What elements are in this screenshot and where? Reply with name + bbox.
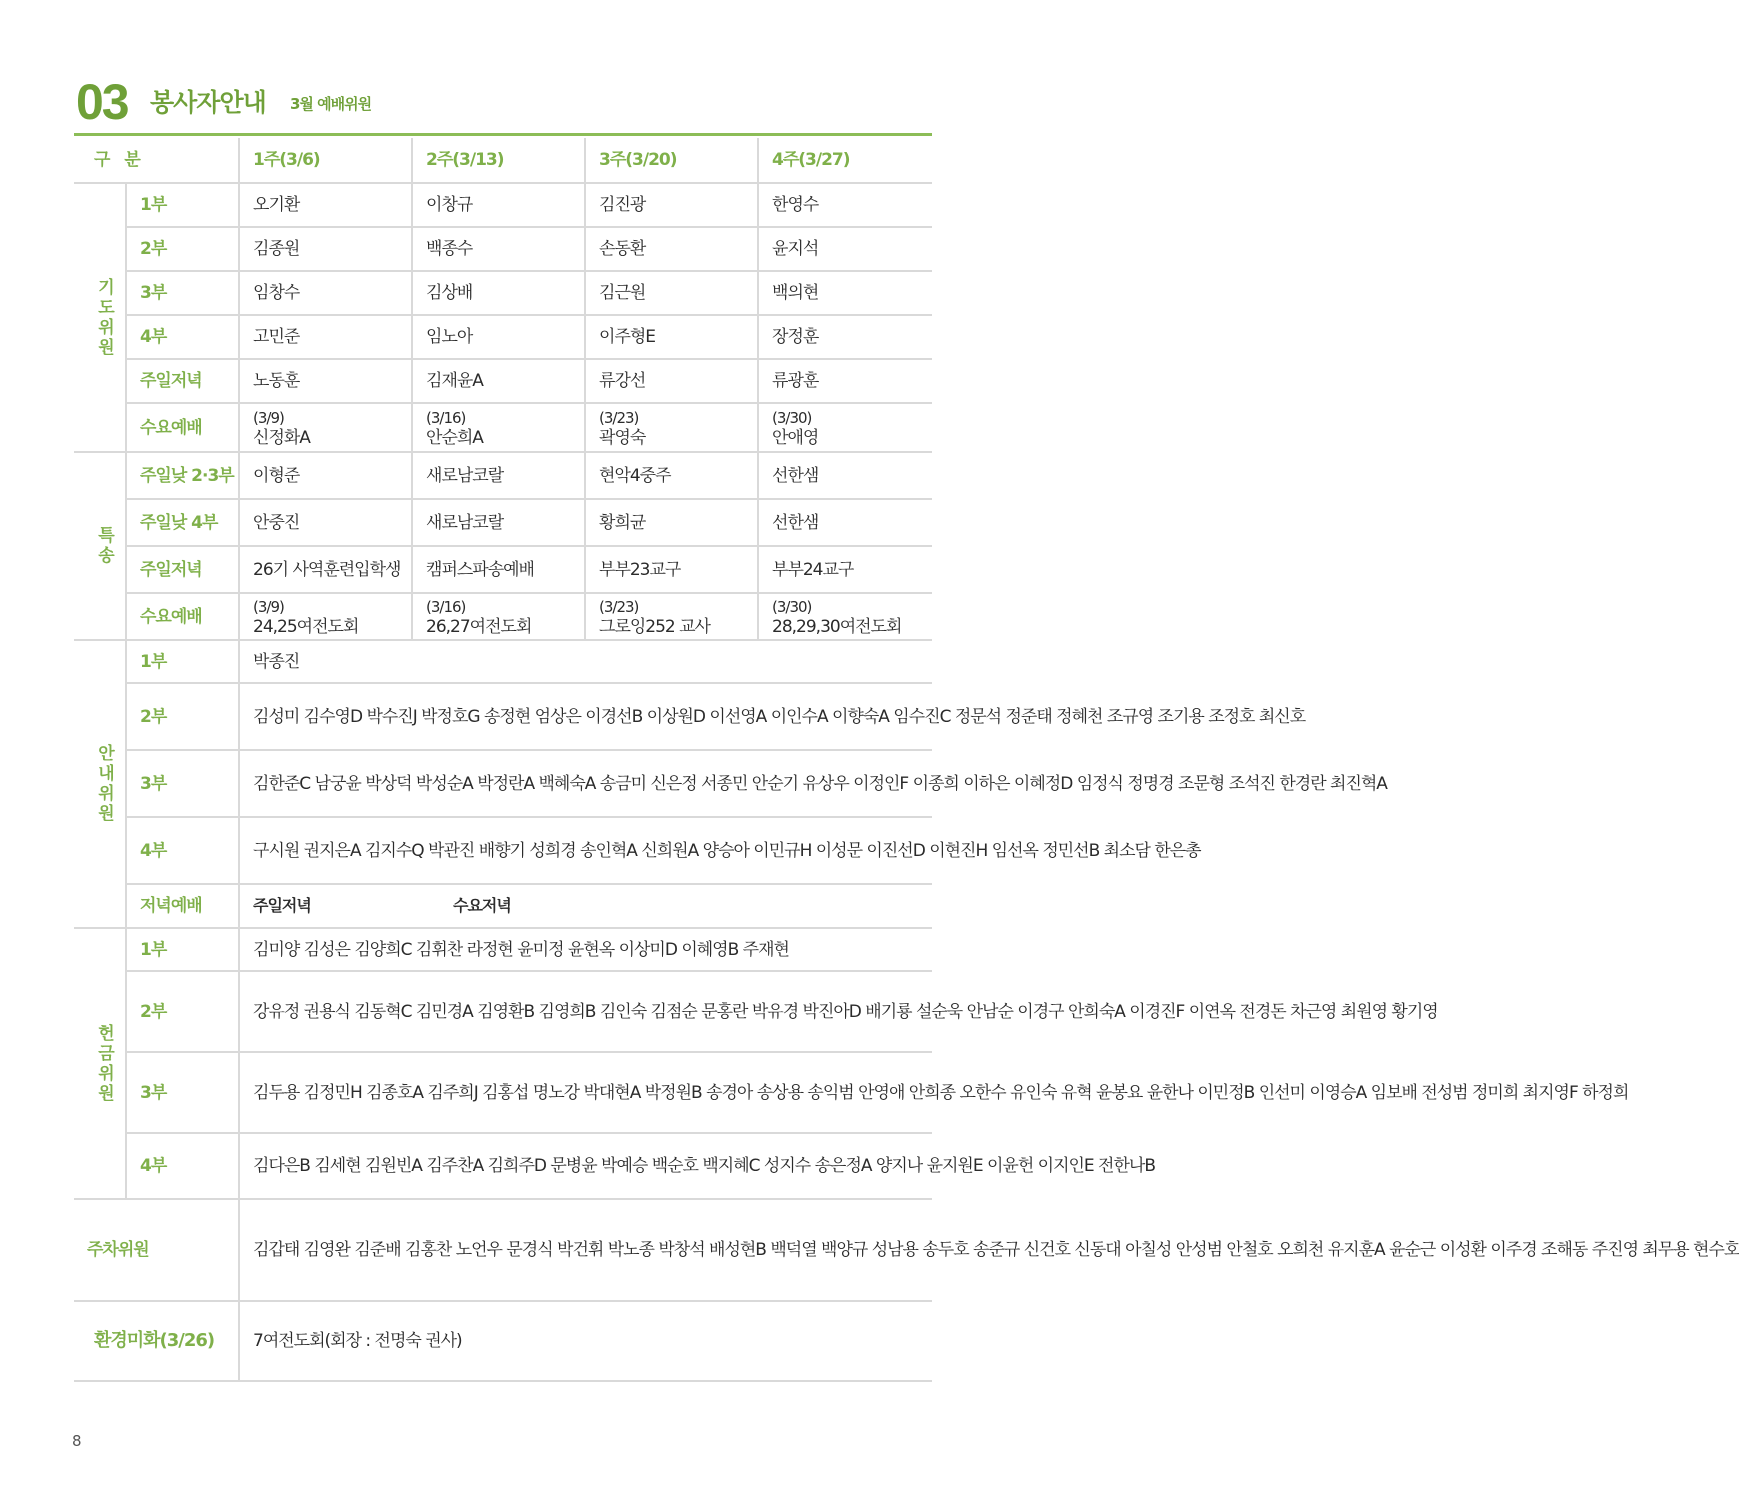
week-4-header: 4주(3/27) [758, 138, 932, 183]
cell: 26기 사역훈련입학생 [239, 546, 412, 593]
table-row [74, 227, 932, 271]
cell: 이주형E [585, 315, 758, 359]
cell: 류광훈 [758, 359, 932, 403]
cell: 구시원 권지은A 김지수Q 박관진 배향기 성희경 송인혁A 신희원A 양승아 이민규H 이성문 이진선D 이현진H 임선옥 정민선B 최소담 한은총 [239, 817, 932, 884]
cell: 류강선 [585, 359, 758, 403]
cell: (3/16) 안순희A [412, 403, 585, 452]
week-1-header: 1주(3/6) [239, 138, 412, 183]
table-row [74, 817, 932, 884]
row-label: 1부 [126, 928, 239, 971]
table-row [74, 750, 932, 817]
cell: 황희균 [585, 499, 758, 546]
section-number: 03 [76, 74, 128, 130]
cell: (3/16) 26,27여전도회 [412, 593, 585, 640]
week-2-header: 2주(3/13) [412, 138, 585, 183]
sunday-evening-label: 주일저녁 [253, 896, 311, 915]
cell: 한영수 [758, 183, 932, 227]
table-row [74, 183, 932, 227]
header-row [74, 138, 932, 183]
table-row [74, 315, 932, 359]
cell: 박종진 [239, 640, 932, 683]
table-row [74, 546, 932, 593]
row-label: 3부 [126, 271, 239, 315]
table-row [74, 1052, 932, 1133]
cell: 백의현 [758, 271, 932, 315]
table-row [74, 1199, 932, 1301]
volunteer-schedule-table [74, 138, 1739, 1382]
cell: (3/30) 28,29,30여전도회 [758, 593, 932, 640]
cell: 고민준 [239, 315, 412, 359]
cell: 김종원 [239, 227, 412, 271]
row-label: 수요예배 [126, 403, 239, 452]
table-row [74, 683, 932, 750]
section-subtitle: 3월 예배위원 [290, 95, 372, 113]
cell: 김진광 [585, 183, 758, 227]
table-row [74, 452, 932, 499]
cell: 김성미 김수영D 박수진J 박정호G 송정현 엄상은 이경선B 이상원D 이선영A 이인수A 이향숙A 임수진C 정문석 정준태 정혜천 조규영 조기용 조정호 최신호 [239, 683, 932, 750]
section-title: 봉사자안내 [150, 88, 266, 117]
cell: 새로남코랄 [412, 452, 585, 499]
cell: (3/23) 그로잉252 교사 [585, 593, 758, 640]
row-label: 3부 [126, 1052, 239, 1133]
cell: 백종수 [412, 227, 585, 271]
table-row [74, 593, 932, 640]
row-label: 2부 [126, 227, 239, 271]
row-label: 1부 [126, 183, 239, 227]
row-label: 수요예배 [126, 593, 239, 640]
row-label: 4부 [126, 817, 239, 884]
usher-group-label: 안 내 위 원 [74, 640, 126, 928]
cell: 임창수 [239, 271, 412, 315]
cell: 이형준 [239, 452, 412, 499]
row-label: 저녁예배 [126, 884, 239, 928]
row-label: 주일낮 2·3부 [126, 452, 239, 499]
cell: 선한샘 [758, 452, 932, 499]
table-row [74, 1301, 932, 1381]
cell: 김미양 김성은 김양희C 김휘찬 라정현 윤미정 윤현옥 이상미D 이혜영B 주재현 [239, 928, 932, 971]
wednesday-evening-label: 수요저녁 [453, 896, 511, 915]
row-label: 주일낮 4부 [126, 499, 239, 546]
cell: 장정훈 [758, 315, 932, 359]
cell: 부부23교구 [585, 546, 758, 593]
cell: 김한준C 남궁윤 박상덕 박성순A 박정란A 백혜숙A 송금미 신은정 서종민 안순기 유상우 이정인F 이종희 이하은 이혜정D 임정식 정명경 조문형 조석진 한경란 최진혁A [239, 750, 932, 817]
table-row [74, 271, 932, 315]
environment-group-label: 환경미화(3/26) [74, 1301, 239, 1381]
cell: (3/9) 신정화A [239, 403, 412, 452]
cell: 임노아 [412, 315, 585, 359]
table-row [74, 928, 932, 971]
special-music-group-label: 특 송 [74, 452, 126, 640]
row-label: 3부 [126, 750, 239, 817]
table-row [74, 884, 932, 928]
row-label: 2부 [126, 683, 239, 750]
section-header [76, 72, 932, 132]
row-label: 4부 [126, 1133, 239, 1199]
cell: 손동환 [585, 227, 758, 271]
category-header: 구 분 [74, 138, 239, 183]
cell: 현악4중주 [585, 452, 758, 499]
week-3-header: 3주(3/20) [585, 138, 758, 183]
parking-group-label: 주차위원 [74, 1199, 239, 1301]
cell: 김재윤A [412, 359, 585, 403]
table-row [74, 1133, 932, 1199]
cell: (3/30) 안애영 [758, 403, 932, 452]
cell: 안중진 [239, 499, 412, 546]
table-row [74, 640, 932, 683]
row-label: 4부 [126, 315, 239, 359]
cell [239, 884, 932, 928]
cell: 윤지석 [758, 227, 932, 271]
cell: (3/9) 24,25여전도회 [239, 593, 412, 640]
cell: 7여전도회(회장 : 전명숙 권사) [239, 1301, 932, 1381]
table-row [74, 403, 932, 452]
cell: 김두용 김정민H 김종호A 김주희J 김홍섭 명노강 박대현A 박정원B 송경아 송상용 송익범 안영애 안희종 오한수 유인숙 유혁 윤봉요 윤한나 이민정B 인선미 이영승A 임보배 전성범 정미희 최지영F 하정희 [239, 1052, 932, 1133]
cell: 이창규 [412, 183, 585, 227]
cell: 김갑태 김영완 김준배 김홍찬 노언우 문경식 박건휘 박노종 박창석 배성현B 백덕열 백양규 성남용 송두호 송준규 신건호 신동대 아칠성 안성범 안철호 오희천 유지훈A 윤순근 이성환 이주경 조해동 주진영 최무용 현수호 [239, 1199, 932, 1301]
cell: 오기환 [239, 183, 412, 227]
cell: 캠퍼스파송예배 [412, 546, 585, 593]
offering-group-label: 헌 금 위 원 [74, 928, 126, 1199]
cell: 새로남코랄 [412, 499, 585, 546]
header-divider [74, 133, 932, 136]
cell: 김상배 [412, 271, 585, 315]
table-row [74, 971, 932, 1052]
table-row [74, 359, 932, 403]
row-label: 2부 [126, 971, 239, 1052]
row-label: 주일저녁 [126, 359, 239, 403]
cell: 노동훈 [239, 359, 412, 403]
cell: (3/23) 곽영숙 [585, 403, 758, 452]
prayer-group-label: 기 도 위 원 [74, 183, 126, 452]
cell: 부부24교구 [758, 546, 932, 593]
cell: 강유정 권용식 김동혁C 김민경A 김영환B 김영희B 김인숙 김점순 문홍란 박유경 박진아D 배기룡 설순욱 안남순 이경구 안희숙A 이경진F 이연옥 전경돈 차근영 최원영 황기영 [239, 971, 932, 1052]
page-number: 8 [72, 1432, 82, 1450]
row-label: 주일저녁 [126, 546, 239, 593]
row-label: 1부 [126, 640, 239, 683]
table-row [74, 499, 932, 546]
cell: 선한샘 [758, 499, 932, 546]
cell: 김근원 [585, 271, 758, 315]
cell: 김다은B 김세현 김원빈A 김주찬A 김희주D 문병윤 박예승 백순호 백지혜C 성지수 송은정A 양지나 윤지원E 이윤헌 이지인E 전한나B [239, 1133, 932, 1199]
